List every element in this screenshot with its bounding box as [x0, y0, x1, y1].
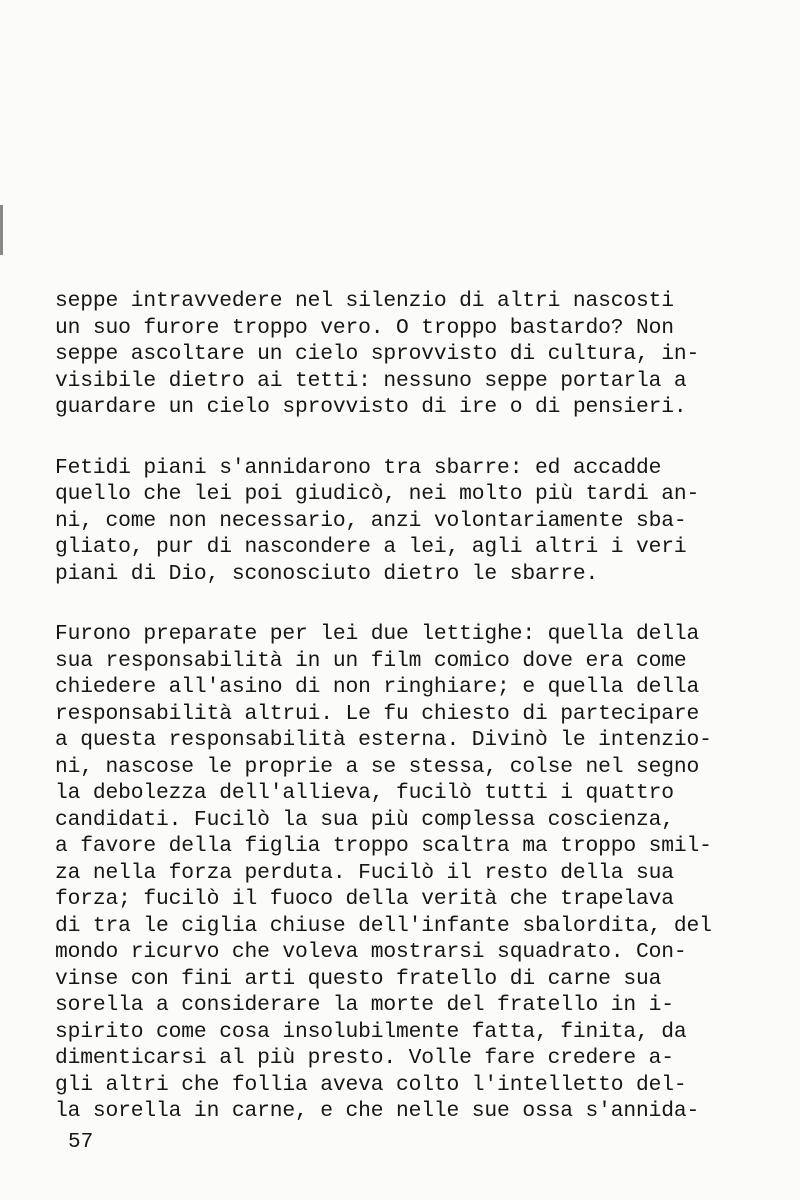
text-line: un suo furore troppo vero. O troppo bastardo? Non	[55, 315, 674, 340]
text-line: di tra le ciglia chiuse dell'infante sbalordita, del	[55, 913, 712, 938]
text-line: sua responsabilità in un film comico dove era come	[55, 648, 687, 673]
paragraph-1	[55, 288, 745, 421]
body-text	[55, 288, 745, 1159]
text-line: Furono preparate per lei due lettighe: quella della	[55, 622, 700, 646]
text-line: ni, come non necessario, anzi volontariamente sba-	[55, 508, 687, 533]
text-line: vinse con fini arti questo fratello di carne sua	[55, 966, 662, 991]
page-number: 57	[68, 1131, 94, 1154]
text-line: za nella forza perduta. Fucilò il resto della sua	[55, 860, 674, 885]
text-line: visibile dietro ai tetti: nessuno seppe portarla a	[55, 368, 687, 393]
text-line: la sorella in carne, e che nelle sue ossa s'annida-	[55, 1099, 700, 1123]
text-line: responsabilità altrui. Le fu chiesto di partecipare	[55, 701, 700, 726]
text-line: mondo ricurvo che voleva mostrarsi squadrato. Con-	[55, 940, 687, 964]
text-line: sorella a considerare la morte del fratello in i-	[55, 993, 674, 1017]
text-line: a favore della figlia troppo scaltra ma troppo smil-	[55, 834, 712, 858]
text-line: forza; fucilò il fuoco della verità che trapelava	[55, 887, 674, 911]
text-line: ni, nascose le proprie a se stessa, colse nel segno	[55, 754, 700, 779]
text-line: gliato, pur di nascondere a lei, agli altri i veri	[55, 535, 687, 559]
text-line: la debolezza dell'allieva, fucilò tutti i quattro	[55, 781, 674, 805]
text-line: gli altri che follia aveva colto l'intelletto del-	[55, 1072, 687, 1097]
text-line: a questa responsabilità esterna. Divinò le intenzio-	[55, 728, 712, 752]
text-line: candidati. Fucilò la sua più complessa coscienza,	[55, 807, 674, 832]
text-line: quello che lei poi giudicò, nei molto più tardi an-	[55, 482, 700, 506]
text-line: seppe ascoltare un cielo sprovvisto di cultura, in-	[55, 342, 700, 366]
paragraph-3	[55, 621, 745, 1125]
text-line: chiedere all'asino di non ringhiare; e quella della	[55, 675, 700, 699]
text-line: spirito come cosa insolubilmente fatta, finita, da	[55, 1019, 687, 1044]
paragraph-2	[55, 455, 745, 588]
scan-edge-mark	[0, 205, 3, 255]
text-line: Fetidi piani s'annidarono tra sbarre: ed accadde	[55, 455, 662, 480]
text-line: guardare un cielo sprovvisto di ire o di pensieri.	[55, 395, 687, 419]
text-line: seppe intravvedere nel silenzio di altri nascosti	[55, 289, 674, 313]
text-line: dimenticarsi al più presto. Volle fare credere a-	[55, 1046, 674, 1070]
text-line: piani di Dio, sconosciuto dietro le sbarre.	[55, 561, 599, 586]
